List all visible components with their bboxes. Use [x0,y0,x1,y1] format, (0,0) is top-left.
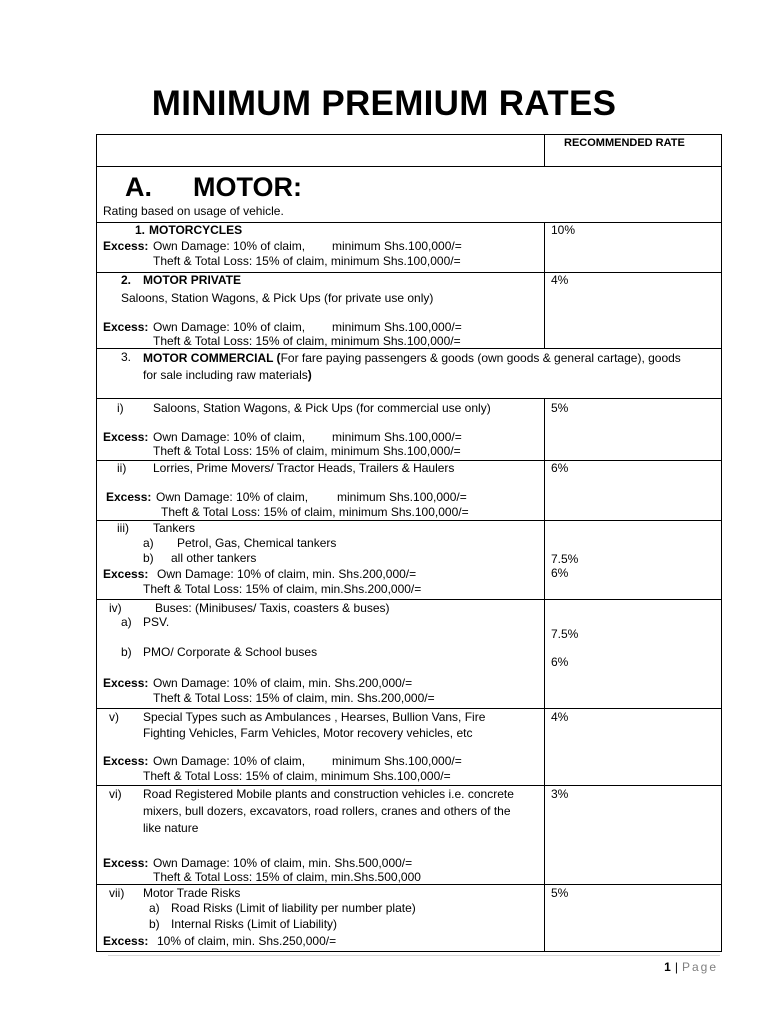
excess-label: Excess: [103,676,149,690]
table-row [97,785,721,884]
excess-own-damage: Own Damage: 10% of claim, [153,239,306,253]
sub-item-text: PMO/ Corporate & School buses [143,645,318,659]
table-row [97,398,721,460]
excess-own-damage-min: minimum Shs.100,000/= [332,754,462,768]
excess-label: Excess: [103,320,149,334]
item-number: vii) [109,886,125,900]
item-description-line2: for sale including raw materials [143,368,308,382]
excess-own-damage-min: minimum Shs.100,000/= [337,490,467,504]
rate-value: 5% [551,886,569,900]
sub-item-label: b) [121,645,132,659]
rate-value: 5% [551,401,569,415]
page-footer [664,960,718,974]
excess-label: Excess: [103,430,149,444]
item-number: 1. [135,223,146,237]
item-number: vi) [109,787,122,801]
table-row [97,520,721,599]
excess-own-damage: Own Damage: 10% of claim, min. Shs.200,000/= [157,567,417,581]
table-row [97,348,721,398]
excess-theft: Theft & Total Loss: 15% of claim, min. Shs.200,000/= [153,691,435,705]
excess-own-damage: Own Damage: 10% of claim, [153,320,306,334]
section-letter: A. [125,172,152,202]
item-heading-block [143,350,721,367]
item-description: Motor Trade Risks [143,886,241,900]
table-row [97,599,721,708]
sub-item-text: Internal Risks (Limit of Liability) [171,917,338,931]
excess-theft: Theft & Total Loss: 15% of claim, minimum Shs.100,000/= [143,769,451,783]
excess-label: Excess: [106,490,152,504]
header-empty-cell [97,135,545,166]
item-description: Saloons, Station Wagons, & Pick Ups (for commercial use only) [153,401,491,415]
excess-theft: Theft & Total Loss: 15% of claim, minimum Shs.100,000/= [153,444,461,458]
item-number: i) [117,401,124,415]
excess-own-damage-min: minimum Shs.100,000/= [332,239,462,253]
item-description: For fare paying passengers & goods (own goods & general cartage), goods [280,351,681,365]
item-description-line3: like nature [143,821,199,835]
sub-item-text: PSV. [143,615,170,629]
rate-value: 3% [551,787,569,801]
table-header-row [97,135,721,166]
page-title: MINIMUM PREMIUM RATES [151,84,617,123]
item-description: Buses: (Minibuses/ Taxis, coasters & buses) [155,601,390,615]
excess-theft: Theft & Total Loss: 15% of claim, minimum Shs.100,000/= [153,334,461,348]
page-number: 1 [664,960,671,974]
item-heading: MOTORCYCLES [149,223,243,237]
excess-label: Excess: [103,567,149,581]
item-description-line2: mixers, bull dozers, excavators, road rollers, cranes and others of the [143,804,511,818]
rate-value-b: 6% [551,655,569,669]
excess-own-damage: Own Damage: 10% of claim, [153,754,306,768]
sub-item-label: a) [121,615,132,629]
excess-label: Excess: [103,754,149,768]
section-intro: Rating based on usage of vehicle. [103,204,284,218]
item-number: 3. [121,350,132,364]
sub-item-text: all other tankers [171,551,257,565]
item-number: ii) [117,461,127,475]
sub-item-text: Petrol, Gas, Chemical tankers [177,536,337,550]
excess-theft: Theft & Total Loss: 15% of claim, minimum Shs.100,000/= [153,254,461,268]
item-number: 2. [121,273,132,287]
table-row [97,222,721,272]
item-description: Lorries, Prime Movers/ Tractor Heads, Trailers & Haulers [153,461,455,475]
item-description-line2: Fighting Vehicles, Farm Vehicles, Motor recovery vehicles, etc [143,726,473,740]
item-number: iii) [117,521,129,535]
excess-label: Excess: [103,856,149,870]
footer-divider [108,955,720,956]
section-motor-cell [97,167,721,222]
rates-table [96,134,722,952]
sub-item-text: Road Risks (Limit of liability per number plate) [171,901,416,915]
rate-value: 4% [551,710,569,724]
rate-value: 6% [551,461,569,475]
item-heading: MOTOR PRIVATE [143,273,242,287]
rate-value-b: 6% [551,566,569,580]
rate-value-a: 7.5% [551,627,579,641]
excess-theft: Theft & Total Loss: 15% of claim, minimum Shs.100,000/= [161,505,469,519]
rate-value: 10% [551,223,576,237]
item-description-cont [143,367,312,384]
item-heading: MOTOR COMMERCIAL ( [143,351,281,365]
rate-value: 4% [551,273,569,287]
excess-amount: 10% of claim, min. Shs.250,000/= [157,934,337,948]
item-number: iv) [109,601,122,615]
excess-theft: Theft & Total Loss: 15% of claim, min.Shs.500,000 [153,870,421,884]
heading-close-paren: ) [307,368,312,382]
sub-item-label: b) [149,917,160,931]
excess-own-damage-min: minimum Shs.100,000/= [332,320,462,334]
item-number: v) [109,710,119,724]
sub-item-label: a) [149,901,160,915]
excess-theft: Theft & Total Loss: 15% of claim, min.Shs.200,000/= [143,582,422,596]
table-row [97,884,721,951]
sub-item-label: a) [143,536,154,550]
page-word: Page [681,960,718,974]
excess-own-damage: Own Damage: 10% of claim, min. Shs.200,000/= [153,676,413,690]
footer-separator: | [674,960,678,974]
rate-value-a: 7.5% [551,552,579,566]
item-description: Road Registered Mobile plants and construction vehicles i.e. concrete [143,787,514,801]
excess-label: Excess: [103,934,149,948]
excess-own-damage: Own Damage: 10% of claim, [156,490,309,504]
sub-item-label: b) [143,551,154,565]
header-rate-cell [545,135,721,166]
excess-own-damage: Own Damage: 10% of claim, min. Shs.500,000/= [153,856,413,870]
rate-column-header: RECOMMENDED RATE [564,137,685,149]
excess-own-damage-min: minimum Shs.100,000/= [332,430,462,444]
item-description: Saloons, Station Wagons, & Pick Ups (for private use only) [121,291,434,305]
section-motor-row [97,166,721,222]
section-name: MOTOR: [193,172,302,202]
item-description: Special Types such as Ambulances , Hearses, Bullion Vans, Fire [143,710,486,724]
table-row [97,708,721,785]
excess-label: Excess: [103,239,149,253]
excess-own-damage: Own Damage: 10% of claim, [153,430,306,444]
item-description: Tankers [153,521,196,535]
table-row [97,272,721,348]
table-row [97,460,721,520]
